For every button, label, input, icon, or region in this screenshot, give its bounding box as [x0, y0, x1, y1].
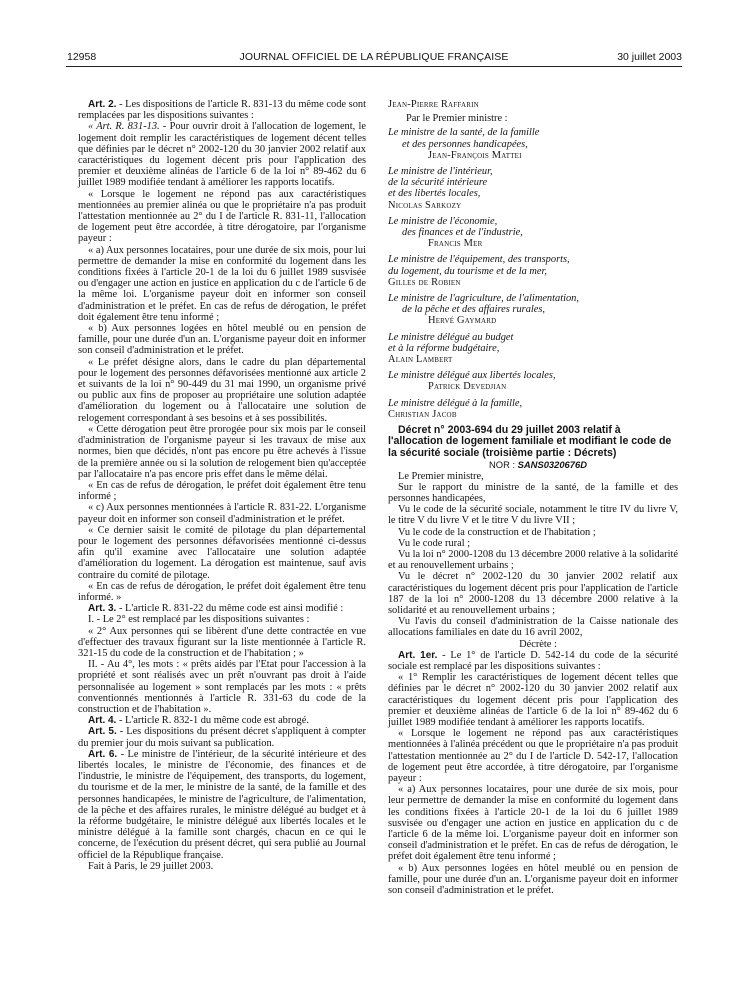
- article-label: Art. 5.: [88, 726, 117, 738]
- article-label: Art. 2.: [88, 99, 117, 110]
- paragraph-text: - Les dispositions du présent décret s'appliquent à compter du premier jour du mois suivant sa publication.: [78, 726, 367, 749]
- article-label: Art. 6.: [88, 748, 118, 760]
- paragraph: [388, 784, 678, 862]
- paragraph-text: II. - Au 4°, les mots : « prêts aidés par l'Etat pour l'accession à la propriété et sont réalisés avec un prêt n'ouvrant pas droit à l'aide personnalisée au logement » sont remplacés par les mots : « prêts conventionnés mentionnés à l'article R. 331-63 du code de la construction et de l'habitation ».: [78, 659, 366, 715]
- paragraph-text: « b) Aux personnes logées en hôtel meublé ou en pension de famille, pour une durée d'un an. L'organisme payeur doit en informer son conseil d'administration et le préfet.: [388, 862, 678, 897]
- signatory-name: Gilles de Robien: [388, 276, 461, 288]
- paragraph-text: Vu la loi n° 2000-1208 du 13 décembre 2000 relative à la solidarité et au renouvellement urbains ;: [388, 548, 678, 572]
- paragraph: [388, 482, 678, 504]
- signature: [388, 293, 678, 327]
- nor-code: SANS0320676D: [517, 459, 587, 471]
- paragraph-text: Vu le décret n° 2002-120 du 30 janvier 2002 relatif aux caractéristiques du logement décent pris pour l'application de l'article 187 de la loi n° 2000-1208 du 13 décembre 2000 relative à la solidarité et au renouvellement urbains ;: [388, 571, 678, 616]
- paragraph: [78, 614, 366, 625]
- paragraph-text: « En cas de refus de dérogation, le préfet doit également être tenu informé. »: [78, 580, 366, 603]
- paragraph: [388, 863, 678, 897]
- article-paragraph: [78, 726, 366, 748]
- signature: [388, 254, 678, 288]
- page-number: 12958: [67, 51, 97, 63]
- paragraph-text: Le Premier ministre,: [398, 470, 484, 482]
- paragraph: [78, 480, 366, 502]
- paragraph: [388, 549, 678, 571]
- paragraph: [388, 538, 678, 549]
- signatory-title: Le ministre de l'économie,: [388, 215, 498, 227]
- paragraph-text: - Les dispositions de l'article R. 831-13 du même code sont remplacées par les dispositions suivantes :: [78, 99, 366, 122]
- signatory-title: du logement, du tourisme et de la mer,: [388, 265, 548, 277]
- signatory-title: et des personnes handicapées,: [402, 138, 528, 150]
- paragraph: [388, 672, 678, 728]
- signatory-name: Alain Lambert: [388, 354, 453, 366]
- decrees-heading: [388, 639, 678, 650]
- paragraph-text: « c) Aux personnes mentionnées à l'article R. 831-22. L'organisme payeur doit en informer son conseil d'administration et le préfet.: [78, 502, 366, 525]
- paragraph: [78, 424, 366, 480]
- paragraph-text: « 1° Remplir les caractéristiques de logement décent telles que définies par le décret n° 2002-120 du 30 janvier 2002 relatif aux caractéristiques du logement décent pris pour l'application des premier et deuxième alinéas de l'article 6 de la loi n° 89-462 du 6 juillet 1989 modifiée tendant à améliorer les rapports locatifs.: [388, 672, 678, 728]
- signatory-title: Le ministre de la santé, de la famille: [388, 127, 540, 139]
- signatory-title: et à la réforme budgétaire,: [388, 342, 500, 354]
- paragraph: [78, 525, 366, 581]
- paragraph-text: « Lorsque le logement ne répond pas aux caractéristiques mentionnées au premier alinéa ou que le propriétaire n'a pas produit l'attestation mentionnée au 2° du I de l'article R. 831-11, l'allocation de logement peut être accordée, à titre dérogatoire, par l'organisme payeur :: [78, 188, 366, 245]
- paragraph: [78, 581, 366, 603]
- signature-block: [388, 99, 678, 420]
- signature: [388, 332, 678, 366]
- signatory-name: Nicolas Sarkozy: [388, 199, 462, 211]
- signature: [388, 398, 678, 420]
- article-paragraph: [388, 650, 678, 672]
- signature: [388, 370, 678, 392]
- left-column: [78, 99, 366, 872]
- decree-title: Décret n° 2003-694 du 29 juillet 2003 relatif à l'allocation de logement familiale et modifiant le code de la sécurité sociale (troisième partie : Décrets): [388, 424, 672, 459]
- article-paragraph: [78, 749, 366, 861]
- signatory-title: Le ministre de l'intérieur,: [388, 166, 493, 178]
- header-divider: [66, 66, 682, 67]
- paragraph: [78, 189, 366, 245]
- signatory-name: Christian Jacob: [388, 408, 457, 420]
- paragraph: [78, 323, 366, 357]
- signatory-title: Le ministre délégué à la famille,: [388, 397, 523, 409]
- signatory-name: Jean-Pierre Raffarin: [388, 99, 479, 110]
- paragraph-text: « a) Aux personnes locataires, pour une durée de six mois, pour lui permettre de demander la mise en conformité du logement dans les conditions fixées à l'article 20-1 de la loi du 6 juillet 1989 susvisée ou d'engager une action en justice en application du c de l'article 6 de la même loi. L'organisme payeur doit en informer son conseil d'administration et le préfet. En cas de refus de dérogation, le préfet doit également être tenu informé ;: [78, 244, 366, 323]
- signatory-name: Francis Mer: [428, 238, 483, 250]
- paragraph-text: - Pour ouvrir droit à l'allocation de logement, le logement doit remplir les caractéristiques de logement décent telles que définies par le décret n° 2002-120 du 30 janvier 2002 relatif aux caractéristiques du logement décent pris pour l'application des premier et deuxième alinéas de l'article 6 de la loi n° 89-462 du 6 juillet 1989 modifiée tendant à améliorer les rapports locatifs.: [78, 121, 366, 189]
- paragraph-text: Vu le code de la construction et de l'habitation ;: [398, 526, 596, 538]
- paragraph: [388, 527, 678, 538]
- paragraph: [388, 728, 678, 784]
- paragraph-text: « Lorsque le logement ne répond pas aux caractéristiques mentionnées à l'alinéa précédent ou que le propriétaire n'a pas produit l'attestation mentionnée au 2° du I de l'article D. 542-17, l'allocation de logement peut être accordée, à titre dérogatoire, par l'organisme payeur :: [388, 728, 678, 784]
- paragraph: [78, 121, 366, 188]
- paragraph-text: Vu l'avis du conseil d'administration de la Caisse nationale des allocations familiales en date du 16 avril 2002,: [388, 616, 678, 639]
- paragraph-text: « 2° Aux personnes qui se libèrent d'une dette contractée en vue d'effectuer des travaux figurant sur la liste mentionnée à l'article R. 321-15 du code de la construction et de l'habitation ; »: [78, 625, 366, 659]
- paragraph: [78, 626, 366, 660]
- article-label: Art. 4.: [88, 715, 117, 727]
- paragraph-text: « En cas de refus de dérogation, le préfet doit également être tenu informé ;: [78, 479, 366, 503]
- paragraph-text: Vu le code de la sécurité sociale, notamment le titre IV du livre V, le titre V du livre V et le titre V du livre VII ;: [388, 504, 678, 527]
- nor-reference: [388, 459, 678, 470]
- paragraph-text: Sur le rapport du ministre de la santé, de la famille et des personnes handicapées,: [388, 481, 678, 504]
- paragraph: [388, 471, 678, 482]
- page-header: [0, 0, 748, 72]
- signature: [388, 166, 678, 211]
- paragraph: [388, 616, 678, 638]
- paragraph: [78, 357, 366, 424]
- article-label: Art. 1er.: [398, 649, 438, 661]
- article-paragraph: [78, 715, 366, 726]
- paragraph: [388, 504, 678, 526]
- signatory-title: Par le Premier ministre :: [406, 113, 508, 125]
- decree-body: [388, 471, 678, 897]
- article-paragraph: [78, 603, 366, 614]
- signatory-title: des finances et de l'industrie,: [402, 227, 523, 239]
- signatory-title: et des libertés locales,: [388, 188, 481, 200]
- paragraph-text: « a) Aux personnes locataires, pour une durée de six mois, pour leur permettre de demander la mise en conformité du logement dans les conditions fixées à l'article 20-1 de la loi du 6 juillet 1989 susvisée ou d'engager une action en justice en application du c de l'article 6 de la même loi. L'organisme payeur doit en informer son conseil d'administration et le préfet. En cas de refus de dérogation, le préfet doit également être tenu informé ;: [388, 784, 678, 863]
- paragraph-text: - Le 1° de l'article D. 542-14 du code de la sécurité sociale est remplacé par les dispositions suivantes :: [388, 649, 678, 672]
- signatory-name: Hervé Gaymard: [428, 315, 497, 327]
- issue-date: 30 juillet 2003: [617, 51, 682, 63]
- article-reference: « Art. R. 831-13.: [88, 121, 160, 133]
- journal-title: JOURNAL OFFICIEL DE LA RÉPUBLIQUE FRANÇAISE: [239, 51, 509, 63]
- paragraph-text: - L'article R. 831-22 du même code est ainsi modifié :: [116, 603, 344, 615]
- paragraph: [78, 659, 366, 715]
- signature: [388, 99, 678, 110]
- signatory-title: Le ministre de l'agriculture, de l'alimentation,: [388, 293, 579, 305]
- right-column: [388, 99, 678, 896]
- article-paragraph: [78, 99, 366, 121]
- signatory-title: de la pêche et des affaires rurales,: [402, 304, 546, 316]
- paragraph-text: Fait à Paris, le 29 juillet 2003.: [88, 860, 214, 872]
- paragraph-text: - Le ministre de l'intérieur, de la sécurité intérieure et des libertés locales, le ministre de l'économie, des finances et de l'industrie, le ministre de l'équipement, des transports, du logement, du tourisme et de la mer, le ministre de la santé, de la famille et des personnes handicapées, le ministre de l'agriculture, de l'alimentation, de la pêche et des affaires rurales, le ministre délégué au budget et à la réforme budgétaire, le ministre délégué aux libertés locales et le ministre délégué à la famille sont chargés, chacun en ce qui le concerne, de l'exécution du présent décret, qui sera publié au Journal officiel de la République française.: [78, 748, 366, 861]
- paragraph: [78, 502, 366, 524]
- paragraph-text: Vu le code rural ;: [398, 537, 471, 549]
- signature: [388, 216, 678, 250]
- paragraph-text: « Ce dernier saisit le comité de pilotage du plan départemental pour le logement des personnes défavorisées mentionné ci-dessus afin qu'il examine avec l'allocataire une solution adaptée d'amélioration du logement. La dérogation est maintenue, sauf avis contraire du comité de pilotage.: [78, 524, 366, 581]
- signatory-title: Le ministre délégué au budget: [388, 331, 514, 343]
- paragraph-text: « b) Aux personnes logées en hôtel meublé ou en pension de famille, pour une durée d'un an. L'organisme payeur doit en informer son conseil d'administration et le préfet.: [78, 323, 366, 357]
- paragraph-text: I. - Le 2° est remplacé par les dispositions suivantes :: [88, 614, 310, 626]
- paragraph-text: « Cette dérogation peut être prorogée pour six mois par le conseil d'administration de l'organisme payeur si les travaux de mise aux normes, bien que décidés, n'ont pas encore pu être achevés à l'issue de la première année ou si la solution de relogement bien qu'acceptée par l'allocataire n'a pas encore pris effet dans le même délai.: [78, 423, 366, 480]
- signatory-name: Jean-François Mattei: [428, 149, 522, 161]
- paragraph: [78, 245, 366, 323]
- signature: [388, 127, 678, 161]
- signature: [388, 113, 678, 124]
- signatory-title: de la sécurité intérieure: [388, 177, 488, 189]
- paragraph: [388, 571, 678, 616]
- paragraph-text: « Le préfet désigne alors, dans le cadre du plan départemental pour le logement des personnes défavorisées mentionné aux article 2 et suivants de la loi n° 90-449 du 31 mai 1990, un organisme privé ou public aux fins de proposer au propriétaire une solution adaptée d'amélioration du logement ou à l'allocataire une solution de relogement correspondant à ses besoins et à ses possibilités.: [78, 356, 366, 424]
- signatory-title: Le ministre de l'équipement, des transports,: [388, 254, 570, 266]
- article-label: Art. 3.: [88, 603, 117, 615]
- signatory-title: Le ministre délégué aux libertés locales,: [388, 370, 556, 382]
- signatory-name: Patrick Devedjian: [428, 381, 507, 393]
- paragraph-text: - L'article R. 832-1 du même code est abrogé.: [116, 715, 309, 727]
- paragraph-text: Décrète :: [519, 638, 557, 650]
- paragraph: [78, 861, 366, 872]
- nor-label: NOR :: [489, 459, 516, 471]
